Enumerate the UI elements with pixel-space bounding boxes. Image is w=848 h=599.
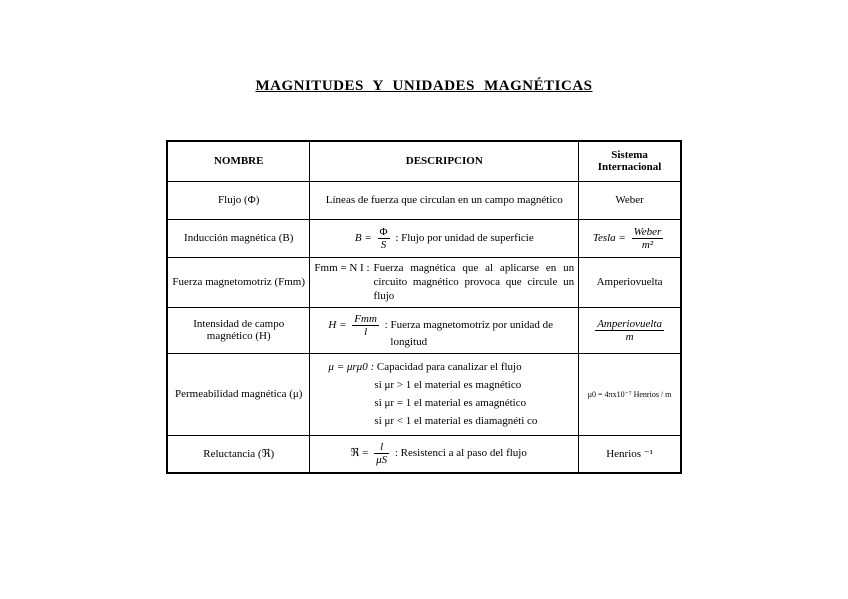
formula-fraction bbox=[352, 313, 379, 338]
formula-text: Fmm = N I : bbox=[314, 262, 370, 274]
unit-den: m bbox=[625, 330, 634, 343]
description-text: Capacidad para canalizar el flujo bbox=[376, 361, 522, 373]
formula-num: Φ bbox=[379, 225, 388, 238]
row-descripcion: Líneas de fuerza que circulan en un campo magnético bbox=[310, 181, 579, 219]
row-descripcion bbox=[310, 353, 579, 435]
row-nombre: Reluctancia (ℜ) bbox=[167, 435, 310, 473]
header-descripcion: DESCRIPCION bbox=[310, 141, 579, 181]
description-text: : Resistenci a al paso del flujo bbox=[394, 447, 527, 460]
row-descripcion bbox=[310, 307, 579, 353]
unit-num: Amperiovuelta bbox=[597, 317, 662, 330]
row-descripcion bbox=[310, 257, 579, 307]
row-unidad bbox=[579, 219, 681, 257]
table-header-row bbox=[167, 141, 681, 181]
description-text: Fuerza magnética que al aplicarse en un circuito magnético provoca que circule un flujo bbox=[373, 262, 575, 302]
formula-lhs: ℜ = bbox=[350, 447, 369, 460]
row-unidad: Amperiovuelta bbox=[579, 257, 681, 307]
row-nombre: Fuerza magnetomotriz (Fmm) bbox=[167, 257, 310, 307]
table-row bbox=[167, 307, 681, 353]
row-nombre: Flujo (Φ) bbox=[167, 181, 310, 219]
formula-den: S bbox=[380, 238, 387, 251]
table-row bbox=[167, 257, 681, 307]
row-nombre: Intensidad de campo magnético (H) bbox=[167, 307, 310, 353]
unit-num: Weber bbox=[633, 225, 662, 238]
formula-text: μ = μrμ0 : bbox=[328, 361, 375, 373]
table-row bbox=[167, 353, 681, 435]
row-nombre: Permeabilidad magnética (μ) bbox=[167, 353, 310, 435]
condition-3: si μr < 1 el material es diamagnéti co bbox=[374, 415, 538, 427]
row-unidad bbox=[579, 307, 681, 353]
description-text-2: longitud bbox=[390, 335, 428, 348]
magnitudes-table bbox=[166, 140, 682, 474]
row-descripcion bbox=[310, 435, 579, 473]
formula-den: μS bbox=[376, 454, 388, 467]
row-unidad: Henrios ⁻¹ bbox=[579, 435, 681, 473]
formula-lhs: H = bbox=[328, 318, 347, 331]
row-nombre: Inducción magnética (B) bbox=[167, 219, 310, 257]
description-text: : Fuerza magnetomotriz por unidad de bbox=[384, 318, 553, 331]
unit-fraction bbox=[632, 226, 664, 251]
formula-den: l bbox=[364, 325, 368, 338]
formula-num: Fmm bbox=[354, 312, 377, 325]
header-nombre: NOMBRE bbox=[167, 141, 310, 181]
page-title: MAGNITUDES Y UNIDADES MAGNÉTICAS bbox=[255, 78, 593, 94]
formula-fraction bbox=[374, 441, 389, 466]
header-sistema: Sistema Internacional bbox=[579, 141, 681, 181]
unit-fraction bbox=[595, 318, 664, 343]
table-row bbox=[167, 435, 681, 473]
condition-1: si μr > 1 el material es magnético bbox=[374, 379, 522, 391]
row-unidad: μ0 = 4πx10⁻⁷ Henrios / m bbox=[579, 353, 681, 435]
description-text: : Flujo por unidad de superficie bbox=[395, 231, 534, 244]
row-unidad: Weber bbox=[579, 181, 681, 219]
condition-2: si μr = 1 el material es amagnético bbox=[374, 397, 527, 409]
row-descripcion bbox=[310, 219, 579, 257]
unit-den: m² bbox=[641, 238, 654, 251]
formula-fraction bbox=[378, 226, 390, 251]
formula-num: l bbox=[374, 441, 389, 454]
table-row bbox=[167, 181, 681, 219]
formula-lhs: B = bbox=[354, 231, 372, 244]
unit-lhs: Tesla = bbox=[592, 231, 626, 244]
table-row bbox=[167, 219, 681, 257]
